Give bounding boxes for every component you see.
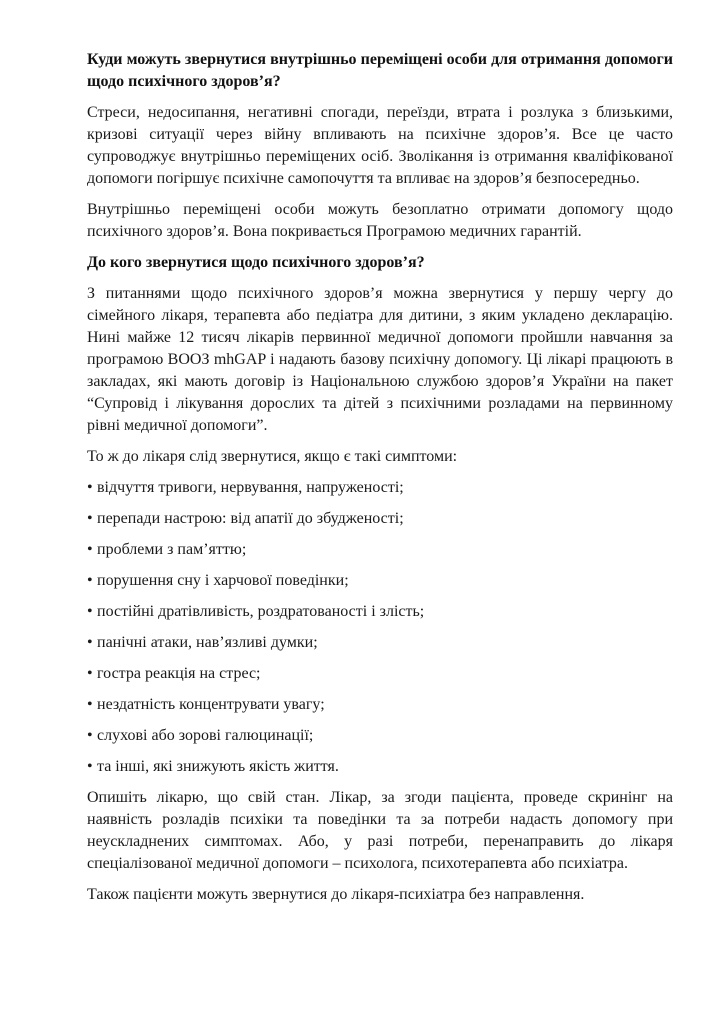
bullet-icon: • <box>87 572 93 589</box>
list-item: • відчуття тривоги, нервування, напруженості; <box>87 477 673 499</box>
list-item: • нездатність концентрувати увагу; <box>87 694 673 716</box>
bullet-icon: • <box>87 727 93 744</box>
bullet-icon: • <box>87 603 93 620</box>
list-item: • слухові або зорові галюцинації; <box>87 725 673 747</box>
bullet-icon: • <box>87 696 93 713</box>
list-item: • порушення сну і харчової поведінки; <box>87 570 673 592</box>
bullet-icon: • <box>87 665 93 682</box>
bullet-icon: • <box>87 510 93 527</box>
list-item: • та інші, які знижують якість життя. <box>87 756 673 778</box>
heading-where-to-apply: Куди можуть звернутися внутрішньо переміщені особи для отримання допомоги щодо психічного здоров’я? <box>87 51 673 90</box>
paragraph-family-doctor: З питаннями щодо психічного здоров’я можна звернутися у першу чергу до сімейного лікаря, терапевта або педіатра для дитини, з яким укладено декларацію. Нині майже 12 тисяч лікарів первинної медичної допомоги пройшли навчання за програмою ВООЗ mhGAP і надають базову психічну допомогу. Ці лікарі працюють в закладах, які мають договір із Національною службою здоров’я України на пакет “Супровід і лікування дорослих та дітей з психічними розладами на первинному рівні медичної допомоги”. <box>87 285 673 434</box>
document-page <box>87 49 673 915</box>
list-item: • гостра реакція на стрес; <box>87 663 673 685</box>
bullet-icon: • <box>87 541 93 558</box>
paragraph-psychiatrist-direct: Також пацієнти можуть звернутися до лікаря-психіатра без направлення. <box>87 886 585 903</box>
bullet-icon: • <box>87 479 93 496</box>
symptoms-list <box>87 477 673 778</box>
paragraph-screening: Опишіть лікарю, що свій стан. Лікар, за згоди пацієнта, проведе скринінг на наявність розладів психіки та поведінки та за потреби надасть допомогу при неускладнених симптомах. Або, у разі потреби, перенаправить до лікаря спеціалізованої медичної допомоги – психолога, психотерапевта або психіатра. <box>87 789 673 872</box>
list-item: • перепади настрою: від апатії до збудженості; <box>87 508 673 530</box>
paragraph-free-help: Внутрішньо переміщені особи можуть безоплатно отримати допомогу щодо психічного здоров’я. Вона покривається Програмою медичних гарантій. <box>87 201 673 240</box>
list-item: • проблеми з пам’яттю; <box>87 539 673 561</box>
bullet-icon: • <box>87 634 93 651</box>
paragraph-stress-factors: Стреси, недосипання, негативні спогади, переїзди, втрата і розлука з близькими, кризові ситуації через війну впливають на психічне здоров’я. Все це часто супроводжує внутрішньо переміщених осіб. Зволікання із отримання кваліфікованої допомоги погіршує психічне самопочуття та впливає на здоров’я безпосередньо. <box>87 104 673 187</box>
bullet-icon: • <box>87 758 93 775</box>
list-item: • панічні атаки, нав’язливі думки; <box>87 632 673 654</box>
list-item: • постійні дратівливість, роздратованості і злість; <box>87 601 673 623</box>
paragraph-symptoms-intro: То ж до лікаря слід звернутися, якщо є такі симптоми: <box>87 448 458 465</box>
heading-who-to-contact: До кого звернутися щодо психічного здоров’я? <box>87 254 425 271</box>
